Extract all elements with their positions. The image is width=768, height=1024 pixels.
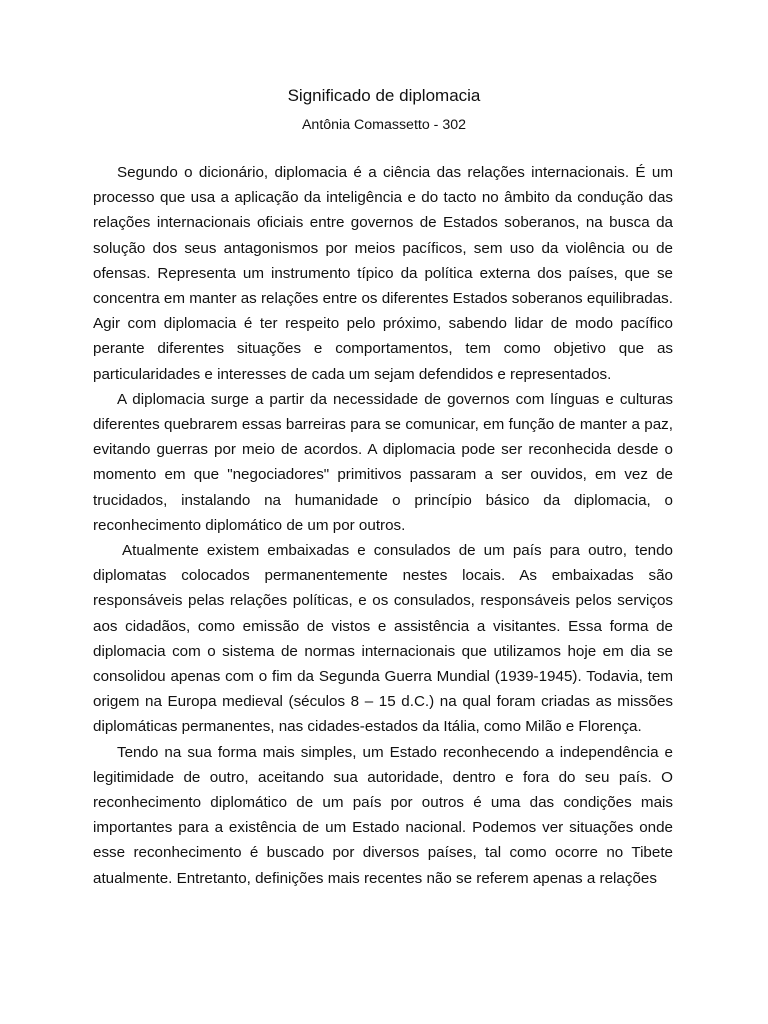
paragraph: A diplomacia surge a partir da necessidade de governos com línguas e culturas diferentes quebrarem essas barreiras para se comunicar, em função de manter a paz, evitando guerras por meio de acordos. A diplomacia pode ser reconhecida desde o momento em que "negociadores" primitivos passaram a ser ouvidos, em vez de trucidados, instalando na humanidade o princípio básico da diplomacia, o reconhecimento diplomático de um por outros. — [93, 390, 673, 534]
paragraph: Atualmente existem embaixadas e consulados de um país para outro, tendo diplomatas colocados permanentemente nestes locais. As embaixadas são responsáveis pelas relações políticas, e os consulados, responsáveis pelos serviços aos cidadãos, como emissão de vistos e assistência a visitantes. Essa forma de diplomacia com o sistema de normas internacionais que utilizamos hoje em dia se consolidou apenas com o fim da Segunda Guerra Mundial (1939-1945). Todavia, tem origem na Europa medieval (séculos 8 – 15 d.C.) na qual foram criadas as missões diplomáticas permanentes, nas cidades-estados da Itália, como Milão e Florença. — [93, 542, 673, 736]
paragraph: Segundo o dicionário, diplomacia é a ciência das relações internacionais. É um processo que usa a aplicação da inteligência e do tacto no âmbito da condução das relações internacionais oficiais entre governos de Estados soberanos, na busca da solução dos seus antagonismos por meios pacíficos, sem uso da violência ou de ofensas. Representa um instrumento típico da política externa dos países, que se concentra em manter as relações entre os diferentes Estados soberanos equilibradas. Agir com diplomacia é ter respeito pelo próximo, sabendo lidar de modo pacífico perante diferentes situações e comportamentos, tem como objetivo que as particularidades e interesses de cada um sejam defendidos e representados. — [93, 164, 673, 383]
paragraph: Tendo na sua forma mais simples, um Estado reconhecendo a independência e legitimidade de outro, aceitando sua autoridade, dentro e fora do seu país. O reconhecimento diplomático de um país por outros é uma das condições mais importantes para a existência de um Estado nacional. Podemos ver situações onde esse reconhecimento é buscado por diversos países, tal como ocorre no Tibete atualmente. Entretanto, definições mais recentes não se referem apenas a relações — [93, 743, 673, 887]
document-author: Antônia Comassetto - 302 — [301, 117, 467, 133]
document-title: Significado de diplomacia — [287, 86, 481, 105]
document-body — [93, 160, 673, 891]
